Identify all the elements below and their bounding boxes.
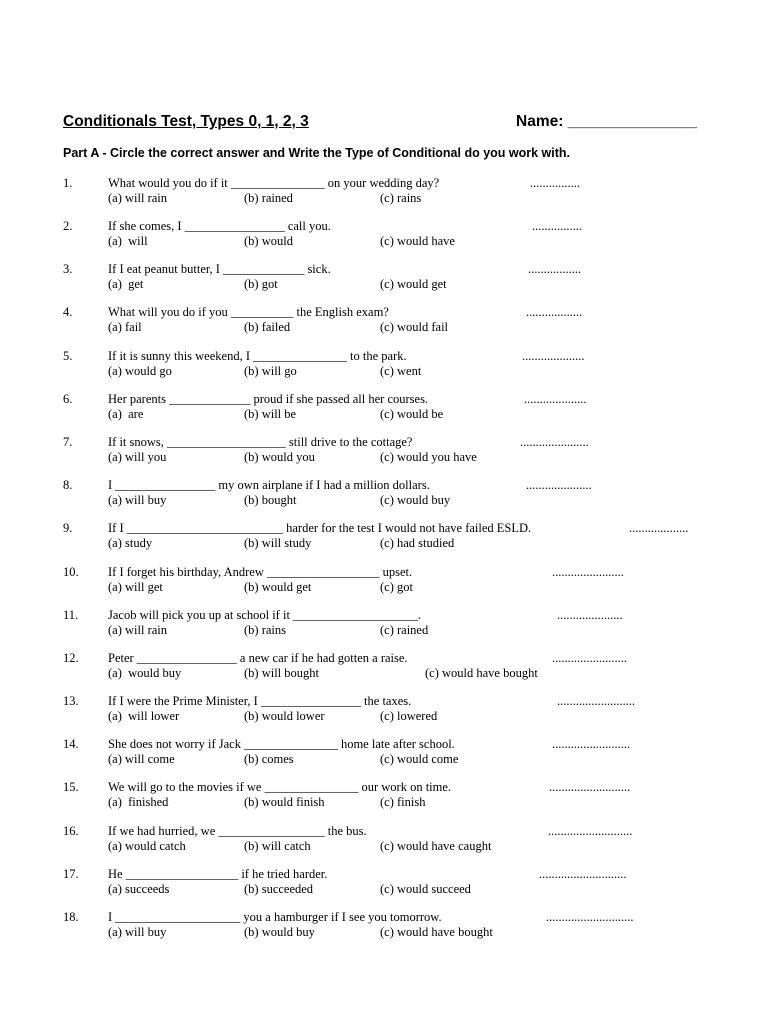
question-text: If I _________________________ harder for the test I would not have failed ESLD. <box>108 521 532 535</box>
answer-option-b[interactable]: (b) will bought <box>244 666 319 680</box>
conditional-type-blank: ..................... <box>526 478 592 492</box>
answer-option-c[interactable]: (c) rains <box>380 191 422 205</box>
question-number: 10. <box>63 565 79 579</box>
name-field-label: Name: _______________ <box>516 113 697 130</box>
question-number: 18. <box>63 910 79 924</box>
conditional-type-blank: ........................ <box>552 651 627 665</box>
answer-option-b[interactable]: (b) will go <box>244 364 297 378</box>
answer-option-a[interactable]: (a) will <box>108 234 148 248</box>
question-item <box>0 737 768 771</box>
answer-option-c[interactable]: (c) would succeed <box>380 882 471 896</box>
answer-option-a[interactable]: (a) fail <box>108 320 142 334</box>
answer-option-c[interactable]: (c) finish <box>380 795 426 809</box>
conditional-type-blank: ...................... <box>520 435 589 449</box>
answer-option-b[interactable]: (b) will catch <box>244 839 311 853</box>
question-number: 13. <box>63 694 79 708</box>
answer-option-c[interactable]: (c) would come <box>380 752 459 766</box>
question-number: 12. <box>63 651 79 665</box>
question-item <box>0 651 768 685</box>
answer-option-b[interactable]: (b) would buy <box>244 925 315 939</box>
answer-option-c[interactable]: (c) had studied <box>380 536 455 550</box>
question-item <box>0 392 768 426</box>
question-number: 14. <box>63 737 79 751</box>
conditional-type-blank: ................. <box>528 262 582 276</box>
answer-option-b[interactable]: (b) would <box>244 234 293 248</box>
answer-option-c[interactable]: (c) would get <box>380 277 447 291</box>
answer-option-a[interactable]: (a) will buy <box>108 493 167 507</box>
answer-option-a[interactable]: (a) will buy <box>108 925 167 939</box>
question-number: 11. <box>63 608 79 622</box>
question-number: 1. <box>63 176 73 190</box>
answer-option-c[interactable]: (c) got <box>380 580 413 594</box>
question-item <box>0 349 768 383</box>
question-text: We will go to the movies if we _______________ our work on time. <box>108 780 452 794</box>
question-item <box>0 694 768 728</box>
answer-option-a[interactable]: (a) will rain <box>108 623 168 637</box>
question-number: 15. <box>63 780 79 794</box>
conditional-type-blank: ................ <box>532 219 582 233</box>
question-number: 4. <box>63 305 73 319</box>
question-text: I ________________ my own airplane if I had a million dollars. <box>108 478 430 492</box>
answer-option-c[interactable]: (c) rained <box>380 623 429 637</box>
answer-option-c[interactable]: (c) would fail <box>380 320 449 334</box>
answer-option-c[interactable]: (c) went <box>380 364 422 378</box>
part-a-instructions: Part A - Circle the correct answer and Write the Type of Conditional do you work with. <box>63 146 571 160</box>
conditional-type-blank: .................... <box>524 392 587 406</box>
question-item <box>0 219 768 253</box>
question-number: 17. <box>63 867 79 881</box>
question-text: If it snows, ___________________ still drive to the cottage? <box>108 435 413 449</box>
question-number: 16. <box>63 824 79 838</box>
answer-option-a[interactable]: (a) would go <box>108 364 172 378</box>
question-number: 3. <box>63 262 73 276</box>
answer-option-a[interactable]: (a) are <box>108 407 144 421</box>
conditional-type-blank: ................... <box>629 521 689 535</box>
test-title: Conditionals Test, Types 0, 1, 2, 3 <box>63 113 309 130</box>
answer-option-b[interactable]: (b) rains <box>244 623 286 637</box>
conditional-type-blank: .......................... <box>549 780 631 794</box>
question-text: I ____________________ you a hamburger if I see you tomorrow. <box>108 910 442 924</box>
answer-option-a[interactable]: (a) get <box>108 277 144 291</box>
conditional-type-blank: .................. <box>526 305 583 319</box>
question-number: 8. <box>63 478 73 492</box>
answer-option-c[interactable]: (c) would have caught <box>380 839 492 853</box>
answer-option-b[interactable]: (b) will study <box>244 536 312 550</box>
question-text: If she comes, I ________________ call you. <box>108 219 331 233</box>
conditional-type-blank: .................... <box>522 349 585 363</box>
conditional-type-blank: ..................... <box>557 608 623 622</box>
answer-option-a[interactable]: (a) will rain <box>108 191 168 205</box>
question-item <box>0 176 768 210</box>
question-item <box>0 435 768 469</box>
answer-option-c[interactable]: (c) would have bought <box>425 666 538 680</box>
question-text: If I eat peanut butter, I _____________ sick. <box>108 262 331 276</box>
question-text: Jacob will pick you up at school if it ____________________. <box>108 608 422 622</box>
question-item <box>0 910 768 944</box>
question-text: Peter ________________ a new car if he had gotten a raise. <box>108 651 408 665</box>
question-text: Her parents _____________ proud if she passed all her courses. <box>108 392 429 406</box>
answer-option-b[interactable]: (b) would lower <box>244 709 325 723</box>
answer-option-b[interactable]: (b) rained <box>244 191 293 205</box>
question-item <box>0 867 768 901</box>
question-number: 6. <box>63 392 73 406</box>
answer-option-b[interactable]: (b) would get <box>244 580 312 594</box>
answer-option-c[interactable]: (c) would have <box>380 234 455 248</box>
question-item <box>0 824 768 858</box>
answer-option-a[interactable]: (a) succeeds <box>108 882 170 896</box>
question-text: She does not worry if Jack _______________ home late after school. <box>108 737 455 751</box>
question-item <box>0 478 768 512</box>
answer-option-c[interactable]: (c) lowered <box>380 709 438 723</box>
answer-option-c[interactable]: (c) would have bought <box>380 925 493 939</box>
question-item <box>0 262 768 296</box>
question-number: 5. <box>63 349 73 363</box>
answer-option-b[interactable]: (b) will be <box>244 407 297 421</box>
conditional-type-blank: ............................ <box>539 867 627 881</box>
answer-option-c[interactable]: (c) would be <box>380 407 444 421</box>
conditional-type-blank: ............................ <box>546 910 634 924</box>
answer-option-b[interactable]: (b) succeeded <box>244 882 314 896</box>
question-text: If we had hurried, we _________________ the bus. <box>108 824 367 838</box>
question-item <box>0 608 768 642</box>
conditional-type-blank: ......................... <box>552 737 631 751</box>
answer-option-a[interactable]: (a) study <box>108 536 153 550</box>
answer-option-a[interactable]: (a) will get <box>108 580 163 594</box>
answer-option-b[interactable]: (b) comes <box>244 752 294 766</box>
question-item <box>0 565 768 599</box>
question-item <box>0 521 768 555</box>
conditional-type-blank: ......................... <box>557 694 636 708</box>
question-text: What would you do if it _______________ on your wedding day? <box>108 176 440 190</box>
question-number: 2. <box>63 219 73 233</box>
answer-option-a[interactable]: (a) would catch <box>108 839 186 853</box>
question-number: 9. <box>63 521 73 535</box>
answer-option-c[interactable]: (c) would buy <box>380 493 451 507</box>
question-text: What will you do if you __________ the English exam? <box>108 305 389 319</box>
question-text: If I forget his birthday, Andrew __________________ upset. <box>108 565 413 579</box>
answer-option-b[interactable]: (b) would you <box>244 450 315 464</box>
answer-option-a[interactable]: (a) will you <box>108 450 167 464</box>
answer-option-b[interactable]: (b) bought <box>244 493 297 507</box>
answer-option-a[interactable]: (a) finished <box>108 795 169 809</box>
question-number: 7. <box>63 435 73 449</box>
answer-option-a[interactable]: (a) would buy <box>108 666 182 680</box>
answer-option-a[interactable]: (a) will lower <box>108 709 180 723</box>
answer-option-b[interactable]: (b) would finish <box>244 795 325 809</box>
conditional-type-blank: ................ <box>530 176 580 190</box>
answer-option-b[interactable]: (b) got <box>244 277 278 291</box>
question-text: He __________________ if he tried harder. <box>108 867 328 881</box>
conditional-type-blank: ....................... <box>552 565 624 579</box>
question-item <box>0 780 768 814</box>
answer-option-c[interactable]: (c) would you have <box>380 450 477 464</box>
question-item <box>0 305 768 339</box>
answer-option-b[interactable]: (b) failed <box>244 320 291 334</box>
answer-option-a[interactable]: (a) will come <box>108 752 175 766</box>
conditional-type-blank: ........................... <box>548 824 633 838</box>
question-text: If I were the Prime Minister, I ________________ the taxes. <box>108 694 412 708</box>
question-text: If it is sunny this weekend, I _______________ to the park. <box>108 349 407 363</box>
